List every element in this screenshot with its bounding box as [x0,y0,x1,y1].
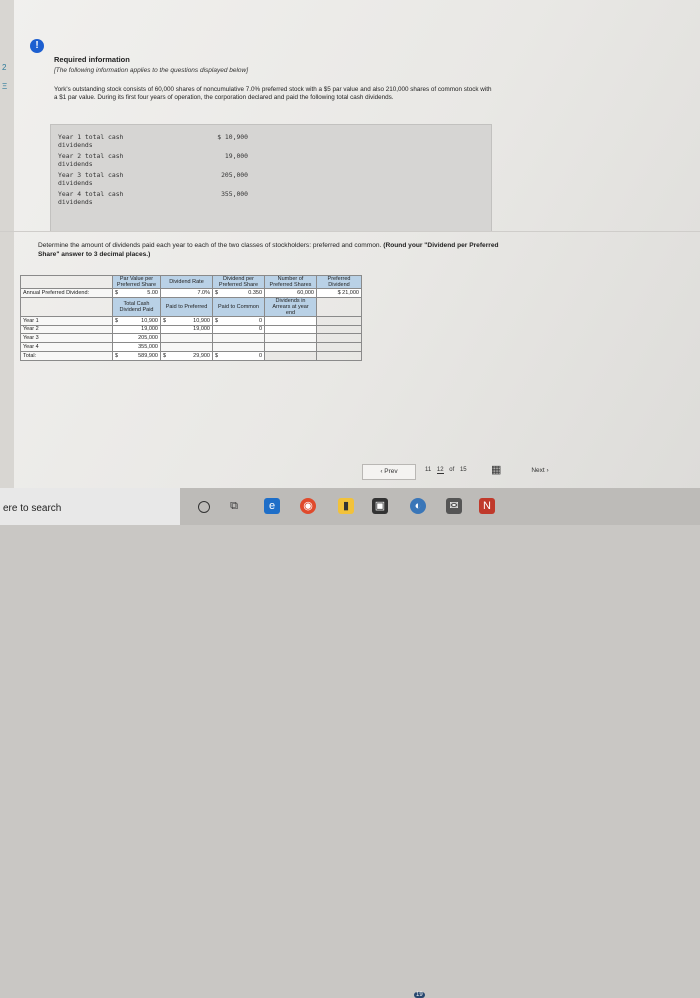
arrears-total [265,351,317,360]
table-row [21,316,362,325]
left-number: 2 [2,63,7,72]
pagination [425,467,471,474]
taskbar [0,488,700,998]
info-icon: ! [30,39,44,53]
dividend-rate: 7.0% [161,289,213,298]
paid-preferred-input[interactable] [161,334,213,343]
header-paid-common: Paid to Common [213,297,265,316]
page-12[interactable]: 12 [436,467,444,473]
mail-icon[interactable]: ✉ [446,498,462,514]
dollar-sign: $ [215,352,219,359]
par-value: 5.00 [147,289,158,296]
par-value-cell [113,289,161,298]
total-cash-cell [113,343,161,352]
paid-preferred: 29,900 [193,352,210,359]
chevron-left-icon: ‹ [380,468,385,475]
cortana-icon[interactable] [198,501,210,513]
total-cash: 19,000 [141,326,158,333]
row-label: Year 2 [21,325,113,334]
notification-badge: 19 [416,992,423,998]
paid-preferred-input[interactable] [161,343,213,352]
row-label: Year 1 [21,316,113,325]
cash-value: 19,000 [224,152,248,160]
divider [0,231,700,232]
paid-preferred-input[interactable] [161,325,213,334]
cash-value: 355,000 [221,190,248,198]
grid-icon[interactable]: ▦ [491,464,502,476]
cash-dividends-box [50,124,492,232]
arrears-input[interactable] [265,316,317,325]
paid-preferred: 10,900 [193,317,210,324]
header-total-cash: Total Cash Dividend Paid [113,297,161,316]
menu-icon[interactable]: Ξ [2,82,8,91]
total-cash: 355,000 [138,344,158,351]
edge-icon[interactable]: e [264,498,280,514]
paid-preferred-input[interactable] [161,316,213,325]
number-shares-input[interactable]: 60,000 [265,289,317,298]
taskbar-search[interactable] [0,488,180,525]
annual-label: Annual Preferred Dividend: [21,289,113,298]
question-bold: (Round your "Dividend per Preferred Share" answer to 3 decimal places.) [38,242,499,258]
screen [0,0,700,488]
table-row [21,325,362,334]
dollar-sign: $ [115,317,119,324]
preferred-dividend: $ 21,000 [317,289,362,298]
next-label: Next [531,467,545,474]
arrears-input[interactable] [265,325,317,334]
dividend-per-share: 0.350 [248,289,262,296]
page-11[interactable]: 11 [425,467,432,473]
header-dividend-rate: Dividend Rate [161,276,213,289]
chevron-right-icon: › [544,467,549,474]
row-label: Total: [21,351,113,360]
page-title: Required information [54,55,130,64]
total-cash-cell [113,316,161,325]
cash-value: 205,000 [221,171,248,179]
paid-common: 0 [258,317,262,324]
cash-label: Year 1 total cash dividends [58,133,124,149]
paid-common-input[interactable] [213,334,265,343]
next-button[interactable] [520,464,560,478]
header-par-value: Par Value per Preferred Share [113,276,161,289]
row-label: Year 4 [21,343,113,352]
app-icon[interactable]: N [479,498,495,514]
paid-common-input[interactable] [213,316,265,325]
task-view-icon[interactable]: ⧉ [230,500,238,512]
subnote: [The following information applies to the questions displayed below] [54,67,249,74]
paid-common-input[interactable] [213,343,265,352]
paid-preferred: 19,000 [193,326,210,333]
paid-common: 0 [258,326,262,333]
header-dividend-per-share: Dividend per Preferred Share [213,276,265,289]
cash-label: Year 3 total cash dividends [58,171,124,187]
store-icon[interactable]: ▣ [372,498,388,514]
row-label: Year 3 [21,334,113,343]
total-cash: 205,000 [138,335,158,342]
left-sidebar [0,0,14,488]
dividend-per-share-input[interactable] [213,289,265,298]
total-cash-cell [113,325,161,334]
total-cash: 589,900 [138,352,158,359]
table-row [21,351,362,360]
prev-button[interactable] [362,464,416,480]
header-paid-preferred: Paid to Preferred [161,297,213,316]
header-preferred-dividend: Preferred Dividend [317,276,362,289]
table-row [21,343,362,352]
dollar-sign: $ [163,317,167,324]
search-text: ere to search [3,503,62,514]
cash-label: Year 4 total cash dividends [58,190,124,206]
problem-paragraph: York's outstanding stock consists of 60,000 shares of noncumulative 7.0% preferred stock with a $5 par value and also 210,000 shares of common stock with a $1 par value. During its first four years of operation, the corporation declared and paid the following total cash dividends. [54,86,492,102]
total-cash-cell [113,334,161,343]
total-cash-cell [113,351,161,360]
paid-common-input[interactable] [213,325,265,334]
page-total: 15 [459,467,467,473]
paid-common-total [213,351,265,360]
header-number-shares: Number of Preferred Shares [265,276,317,289]
chrome-icon[interactable]: ◉ [300,498,316,514]
arrears-input[interactable] [265,343,317,352]
arrears-input[interactable] [265,334,317,343]
dollar-sign: $ [115,352,119,359]
question-main: Determine the amount of dividends paid each year to each of the two classes of stockholders: preferred and common. [38,242,382,249]
dollar-sign: $ [115,289,119,296]
cash-label: Year 2 total cash dividends [58,152,124,168]
table-row [21,334,362,343]
paid-common: 0 [258,352,262,359]
dollar-sign: $ [215,317,219,324]
prev-label: Prev [384,468,398,475]
photos-icon[interactable]: ◐ [410,498,426,514]
cash-value: $ 10,900 [217,133,248,141]
dividend-worksheet [20,275,362,361]
total-cash: 10,900 [141,317,158,324]
page-of: of [449,467,455,473]
paid-preferred-total [161,351,213,360]
header-arrears: Dividends in Arrears at year end [265,297,317,316]
dollar-sign: $ [215,289,219,296]
dollar-sign: $ [163,352,167,359]
files-icon[interactable]: ▮ [338,498,354,514]
question-text [38,242,508,259]
